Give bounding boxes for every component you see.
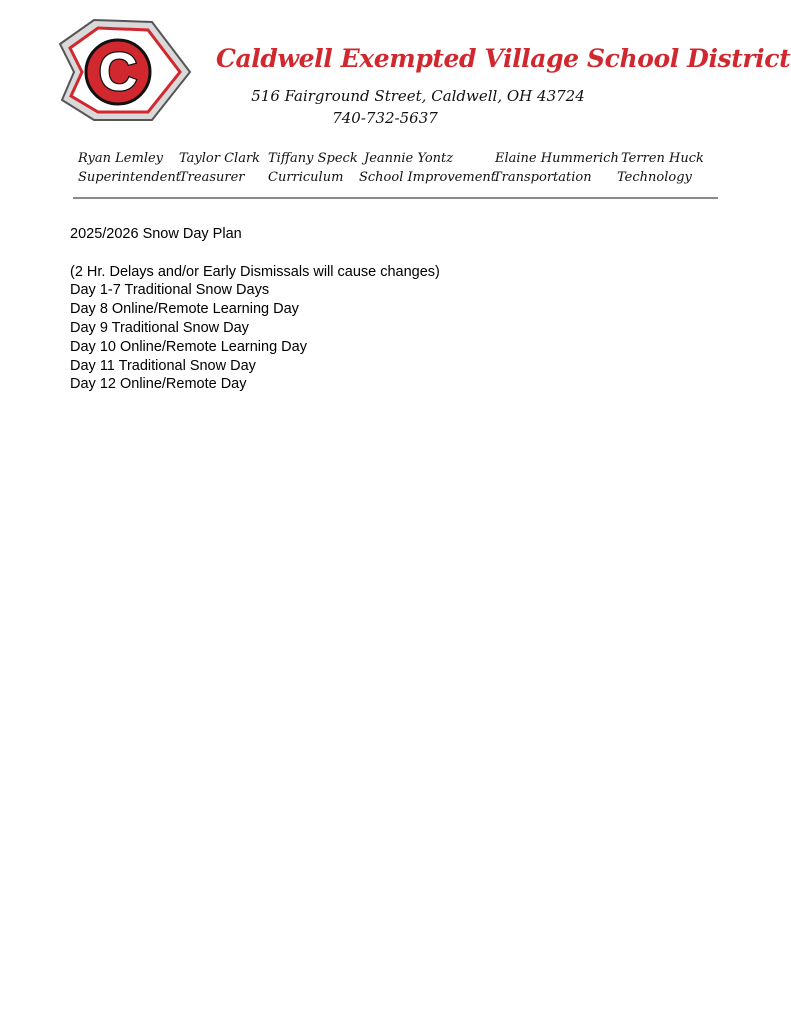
plan-item: Day 10 Online/Remote Learning Day bbox=[70, 338, 307, 355]
plan-item: Day 9 Traditional Snow Day bbox=[70, 319, 249, 336]
plan-item: Day 12 Online/Remote Day bbox=[70, 376, 247, 393]
document-note: (2 Hr. Delays and/or Early Dismissals will cause changes) bbox=[70, 263, 440, 280]
staff-title: Technology bbox=[617, 170, 692, 185]
logo-letter: C bbox=[98, 42, 138, 102]
plan-item: Day 11 Traditional Snow Day bbox=[70, 357, 256, 374]
staff-entry bbox=[617, 149, 704, 187]
staff-name: Taylor Clark bbox=[179, 151, 261, 166]
staff-title: Superintendent bbox=[78, 170, 181, 185]
header-divider bbox=[73, 197, 718, 199]
plan-item: Day 8 Online/Remote Learning Day bbox=[70, 301, 299, 318]
staff-title: Curriculum bbox=[268, 170, 344, 185]
staff-name: Terren Huck bbox=[621, 151, 704, 166]
staff-name: Elaine Hummerich bbox=[495, 151, 619, 166]
document-title: 2025/2026 Snow Day Plan bbox=[70, 226, 242, 242]
staff-entry bbox=[359, 149, 496, 187]
staff-name: Jeannie Yontz bbox=[364, 151, 454, 166]
staff-entry bbox=[78, 149, 181, 187]
document-body bbox=[70, 225, 440, 394]
plan-item: Day 1-7 Traditional Snow Days bbox=[70, 282, 270, 299]
staff-title: Treasurer bbox=[179, 170, 245, 185]
staff-title: School Improvement bbox=[359, 170, 496, 185]
district-address: 516 Fairground Street, Caldwell, OH 43724 bbox=[251, 87, 585, 105]
arrowhead-c-logo-icon bbox=[56, 16, 192, 124]
staff-entry bbox=[268, 149, 358, 187]
staff-title: Transportation bbox=[493, 170, 592, 185]
staff-name: Tiffany Speck bbox=[268, 151, 358, 166]
staff-entry bbox=[179, 149, 260, 187]
staff-entry bbox=[493, 149, 619, 187]
district-phone: 740-732-5637 bbox=[332, 109, 438, 127]
blank-line bbox=[70, 244, 440, 263]
staff-name: Ryan Lemley bbox=[78, 151, 164, 166]
district-name: Caldwell Exempted Village School District bbox=[216, 44, 791, 73]
